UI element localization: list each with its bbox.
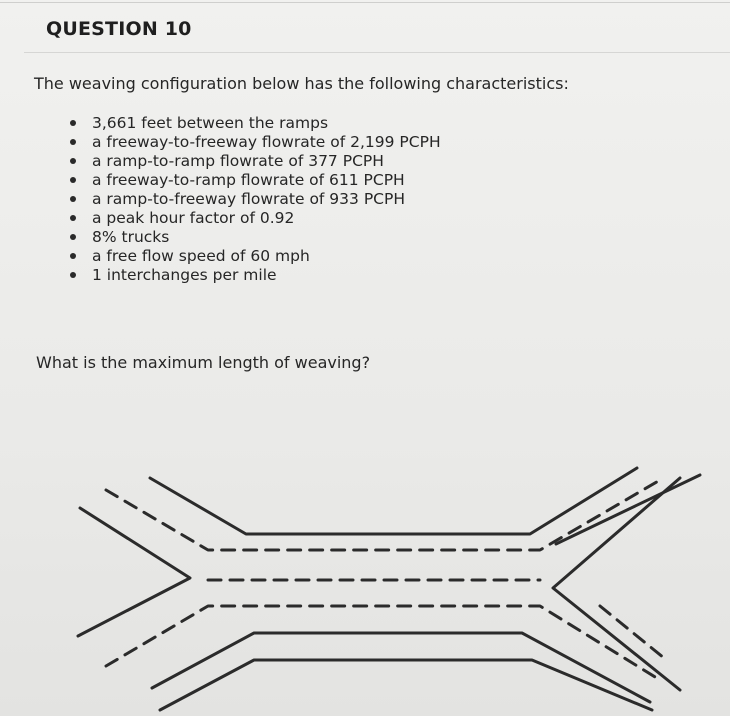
list-item xyxy=(64,247,441,266)
bottom-ramp-edge xyxy=(152,633,650,702)
list-item-text: 3,661 feet between the ramps xyxy=(92,114,329,132)
list-item-text: a ramp-to-ramp flowrate of 377 PCPH xyxy=(92,152,384,170)
bullet-icon xyxy=(70,120,76,126)
list-item xyxy=(64,133,441,152)
list-item xyxy=(64,209,441,228)
list-item xyxy=(64,190,441,209)
bullet-icon xyxy=(70,272,76,278)
right-top-freeway-edge xyxy=(556,475,700,544)
list-item-text: a freeway-to-ramp flowrate of 611 PCPH xyxy=(92,171,405,189)
bullet-icon xyxy=(70,139,76,145)
bullet-icon xyxy=(70,215,76,221)
list-item xyxy=(64,228,441,247)
list-item-text: 1 interchanges per mile xyxy=(92,266,277,284)
weaving-diagram xyxy=(0,440,730,716)
bullet-icon xyxy=(70,253,76,259)
list-item xyxy=(64,266,441,285)
question-title: QUESTION 10 xyxy=(46,18,192,40)
upper-left-freeway-edge xyxy=(78,508,190,636)
bullet-icon xyxy=(70,234,76,240)
bullet-icon xyxy=(70,158,76,164)
top-left-ramp-edge xyxy=(150,468,637,534)
list-item xyxy=(64,114,441,133)
list-item-text: a freeway-to-freeway flowrate of 2,199 PCPH xyxy=(92,133,441,151)
list-item-text: a peak hour factor of 0.92 xyxy=(92,209,295,227)
list-item-text: a free flow speed of 60 mph xyxy=(92,247,310,265)
top-divider xyxy=(0,2,730,3)
bullet-icon xyxy=(70,177,76,183)
list-item-text: a ramp-to-freeway flowrate of 933 PCPH xyxy=(92,190,405,208)
lower-left-freeway-edge xyxy=(160,660,652,710)
list-item xyxy=(64,152,441,171)
question-intro: The weaving configuration below has the following characteristics: xyxy=(34,74,569,93)
list-item xyxy=(64,171,441,190)
question-prompt: What is the maximum length of weaving? xyxy=(36,353,371,372)
characteristics-list xyxy=(64,114,441,285)
title-divider xyxy=(24,52,730,53)
list-item-text: 8% trucks xyxy=(92,228,170,246)
lane-divider-upper xyxy=(106,480,660,550)
bullet-icon xyxy=(70,196,76,202)
